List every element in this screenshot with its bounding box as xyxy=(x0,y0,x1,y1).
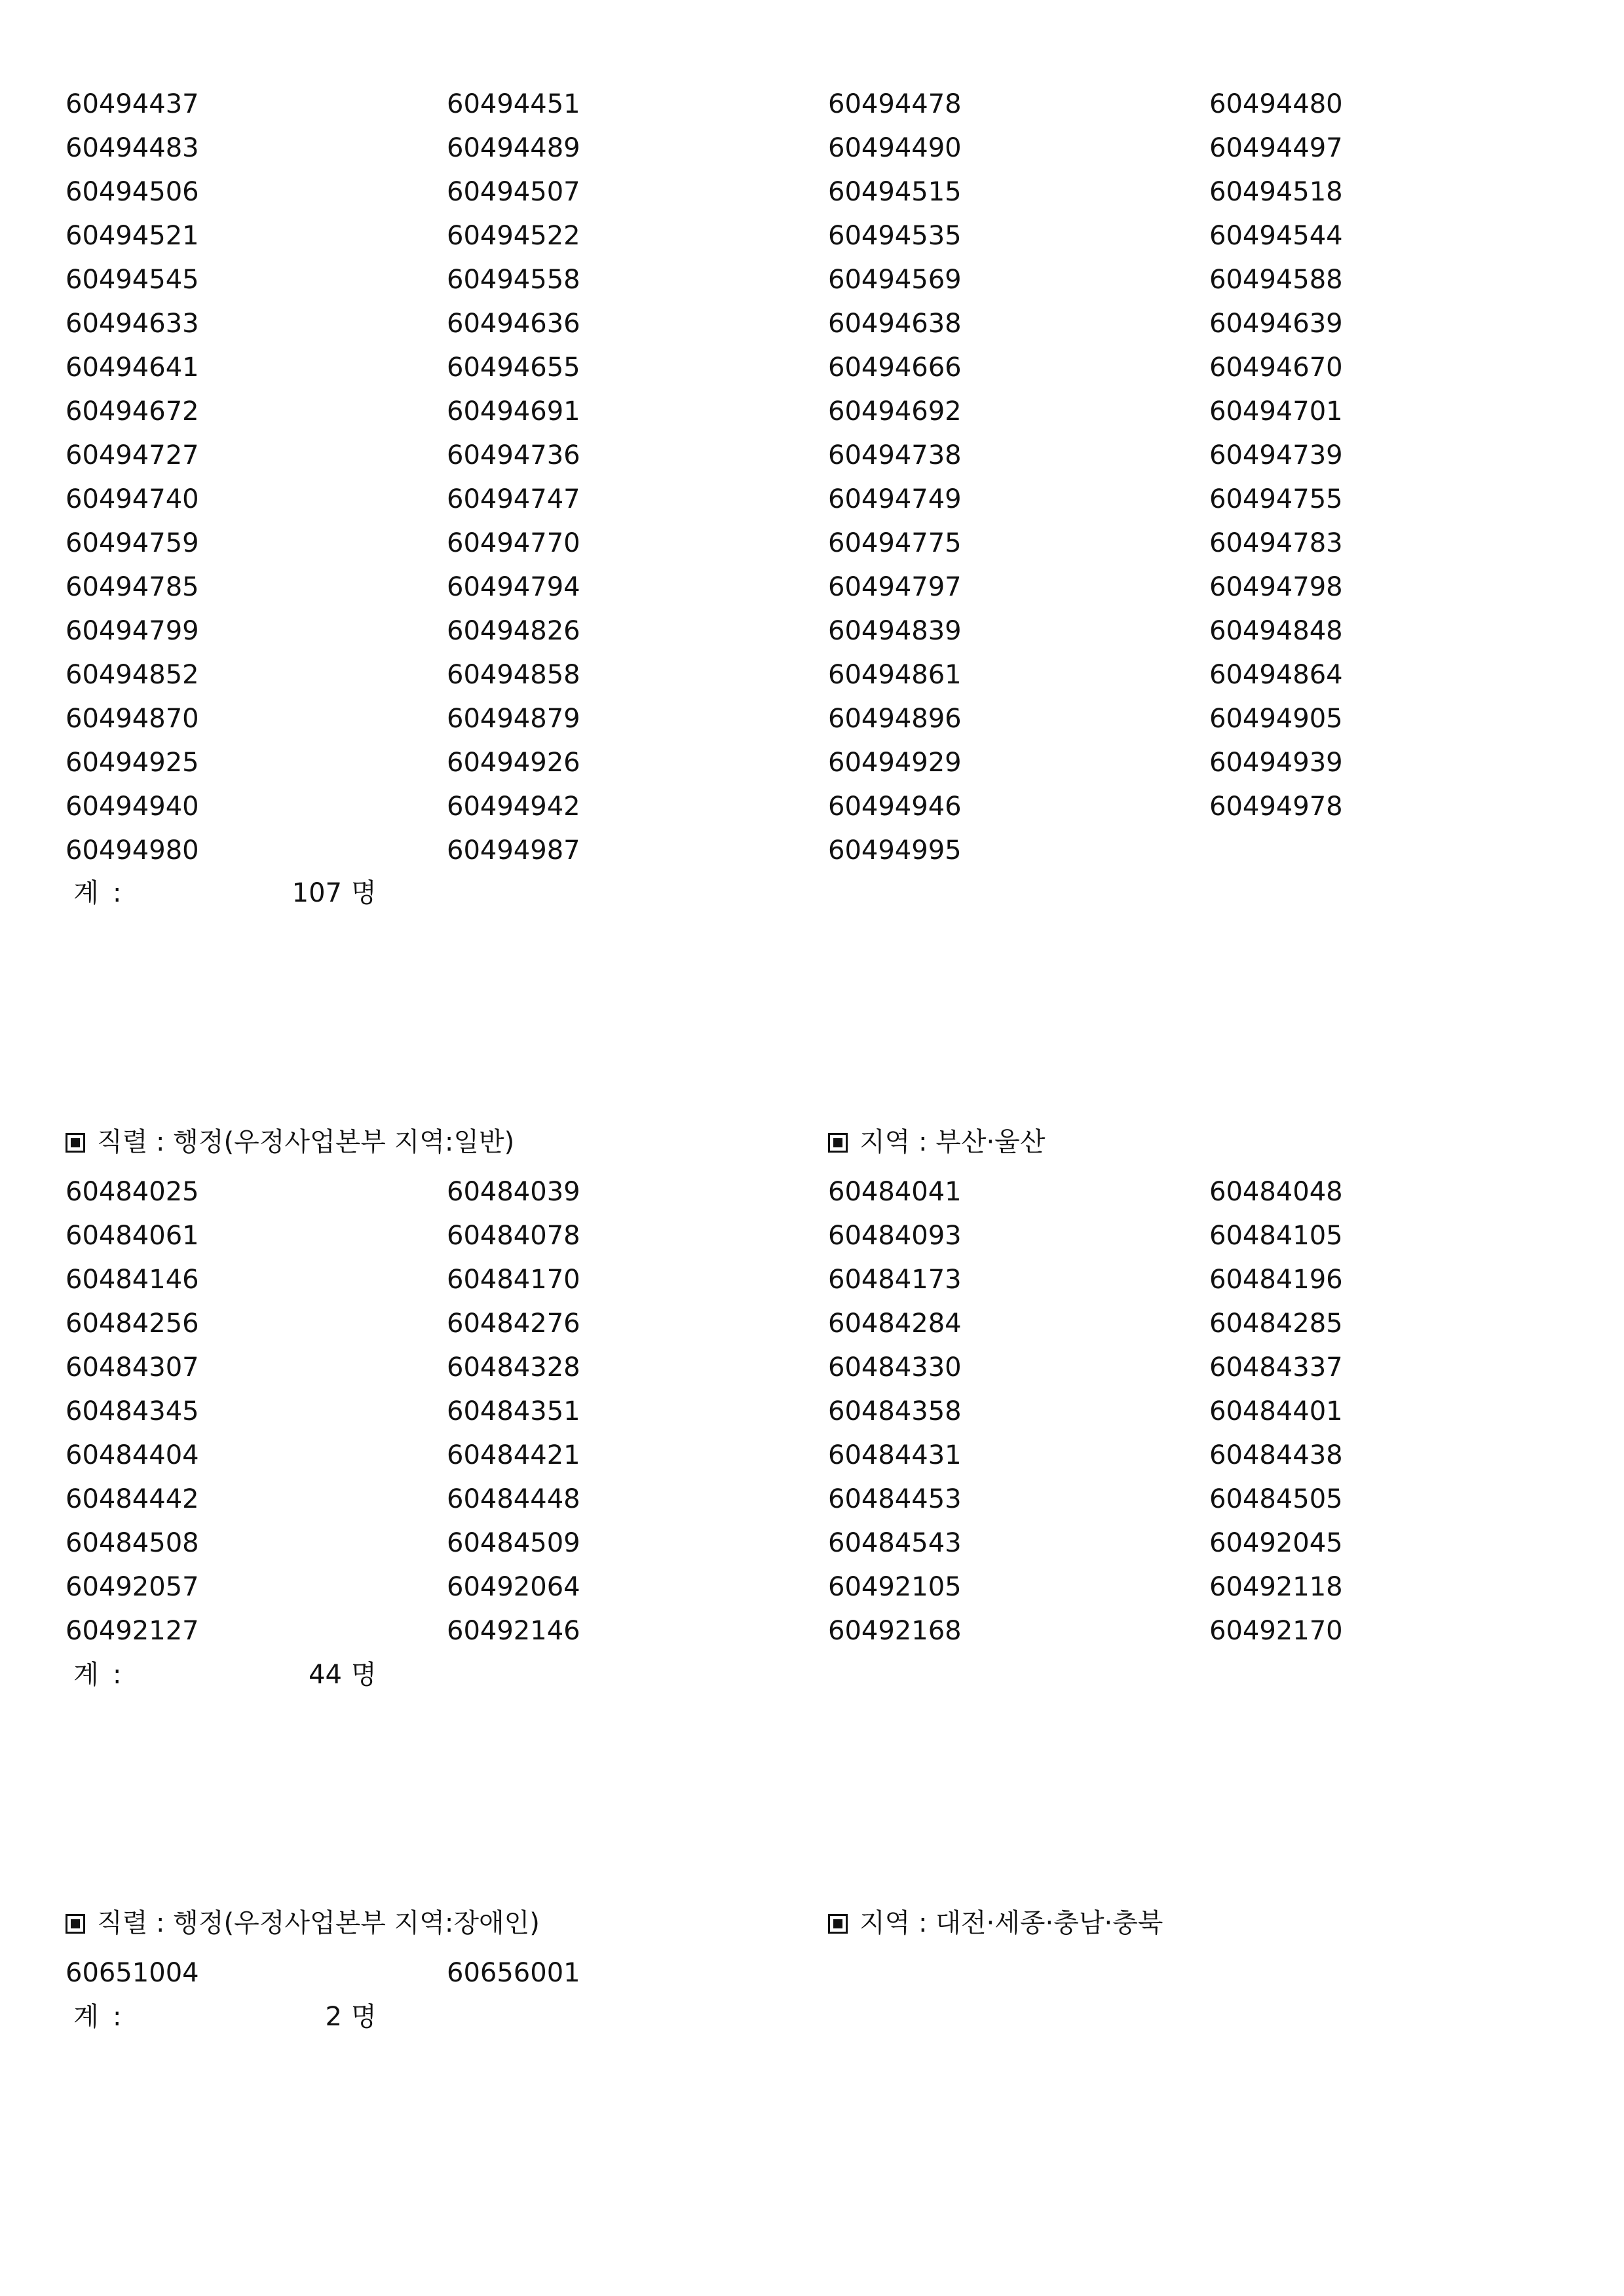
id-number-cell: 60494926 xyxy=(447,748,580,778)
id-number-cell: 60484337 xyxy=(1209,1352,1343,1383)
id-number-cell: 60484431 xyxy=(828,1440,962,1470)
id-number-cell: 60484173 xyxy=(828,1265,962,1295)
id-number-cell: 60494770 xyxy=(447,528,580,558)
id-number-cell: 60494861 xyxy=(828,660,962,690)
id-number-cell: 60494522 xyxy=(447,221,580,251)
id-number-cell: 60494544 xyxy=(1209,221,1343,251)
total-row-section2 xyxy=(73,1995,532,2039)
id-number-cell: 60494545 xyxy=(66,265,199,295)
section2-region-label: 지역 : 대전·세종·충남·충북 xyxy=(859,1908,1163,1938)
id-number-cell: 60494437 xyxy=(66,89,199,119)
id-number-cell: 60494925 xyxy=(66,748,199,778)
id-number-cell: 60494740 xyxy=(66,484,199,514)
id-number-cell: 60484421 xyxy=(447,1440,580,1470)
total-unit: 명 xyxy=(351,2002,377,2032)
id-number-cell: 60494521 xyxy=(66,221,199,251)
id-number-cell: 60494633 xyxy=(66,309,199,339)
id-number-cell: 60492118 xyxy=(1209,1572,1343,1602)
id-number-cell: 60494506 xyxy=(66,177,199,207)
id-number-cell: 60494759 xyxy=(66,528,199,558)
id-number-cell: 60494558 xyxy=(447,265,580,295)
id-number-cell: 60494736 xyxy=(447,440,580,470)
id-number-cell: 60494783 xyxy=(1209,528,1343,558)
id-number-cell: 60492146 xyxy=(447,1616,580,1646)
section1-category-label: 직렬 : 행정(우정사업본부 지역:일반) xyxy=(97,1127,515,1157)
id-number-cell xyxy=(1209,829,1572,873)
id-number-cell: 60484505 xyxy=(1209,1484,1343,1514)
id-number-cell: 60494636 xyxy=(447,309,580,339)
section1-region-label: 지역 : 부산·울산 xyxy=(859,1127,1046,1157)
id-number-cell: 60494848 xyxy=(1209,616,1343,646)
id-number-cell: 60492170 xyxy=(1209,1616,1343,1646)
id-number-cell: 60484448 xyxy=(447,1484,580,1514)
id-number-cell: 60494588 xyxy=(1209,265,1343,295)
id-number-cell: 60492045 xyxy=(1209,1528,1343,1558)
id-number-cell: 60494794 xyxy=(447,572,580,602)
id-number-cell: 60484196 xyxy=(1209,1265,1343,1295)
total-count: 44 xyxy=(309,1660,342,1690)
id-number-cell: 60494826 xyxy=(447,616,580,646)
total-unit: 명 xyxy=(351,1660,377,1690)
id-number-cell: 60494490 xyxy=(828,133,962,163)
id-number-cell: 60494995 xyxy=(828,835,962,866)
id-number-cell: 60494785 xyxy=(66,572,199,602)
id-number-cell: 60484146 xyxy=(66,1265,199,1295)
id-number-cell: 60494451 xyxy=(447,89,580,119)
filled-square-icon xyxy=(66,1914,85,1934)
id-number-cell: 60484345 xyxy=(66,1396,199,1426)
id-number-cell: 60494940 xyxy=(66,792,199,822)
id-number-cell: 60494775 xyxy=(828,528,962,558)
total-colon: : xyxy=(113,2002,122,2032)
id-number-cell: 60494858 xyxy=(447,660,580,690)
total-row-section1 xyxy=(73,1653,532,1697)
number-grid-section1 xyxy=(66,1170,1572,1653)
id-number-cell: 60494507 xyxy=(447,177,580,207)
id-number-cell: 60484438 xyxy=(1209,1440,1343,1470)
section2-header-right xyxy=(828,1902,1163,1945)
id-number-cell: 60484256 xyxy=(66,1309,199,1339)
total-colon: : xyxy=(113,878,122,908)
id-number-cell: 60484285 xyxy=(1209,1309,1343,1339)
id-number-cell: 60492168 xyxy=(828,1616,962,1646)
id-number-cell: 60494942 xyxy=(447,792,580,822)
total-label: 계 xyxy=(73,1660,99,1690)
number-grid-section2 xyxy=(66,1951,1572,1995)
id-number-cell: 60494727 xyxy=(66,440,199,470)
id-number-cell: 60494747 xyxy=(447,484,580,514)
id-number-cell: 60484061 xyxy=(66,1221,199,1251)
filled-square-icon xyxy=(828,1914,848,1934)
id-number-cell: 60494798 xyxy=(1209,572,1343,602)
id-number-cell: 60494672 xyxy=(66,396,199,427)
total-count: 2 xyxy=(325,2002,342,2032)
id-number-cell: 60484543 xyxy=(828,1528,962,1558)
id-number-cell: 60494515 xyxy=(828,177,962,207)
id-number-cell: 60494691 xyxy=(447,396,580,427)
total-label: 계 xyxy=(73,878,99,908)
total-unit: 명 xyxy=(351,878,377,908)
id-number-cell: 60494489 xyxy=(447,133,580,163)
id-number-cell: 60484307 xyxy=(66,1352,199,1383)
id-number-cell: 60494905 xyxy=(1209,704,1343,734)
id-number-cell: 60492127 xyxy=(66,1616,199,1646)
number-grid-section0 xyxy=(66,83,1572,873)
id-number-cell: 60494670 xyxy=(1209,353,1343,383)
id-number-cell: 60494641 xyxy=(66,353,199,383)
id-number-cell: 60484351 xyxy=(447,1396,580,1426)
id-number-cell: 60494879 xyxy=(447,704,580,734)
id-number-cell: 60494755 xyxy=(1209,484,1343,514)
id-number-cell: 60492105 xyxy=(828,1572,962,1602)
id-number-cell: 60494864 xyxy=(1209,660,1343,690)
id-number-cell: 60484048 xyxy=(1209,1177,1343,1207)
id-number-cell: 60494666 xyxy=(828,353,962,383)
id-number-cell: 60494701 xyxy=(1209,396,1343,427)
id-number-cell: 60494692 xyxy=(828,396,962,427)
id-number-cell: 60492057 xyxy=(66,1572,199,1602)
id-number-cell: 60484276 xyxy=(447,1309,580,1339)
id-number-cell: 60494839 xyxy=(828,616,962,646)
id-number-cell: 60484328 xyxy=(447,1352,580,1383)
section1-header-right xyxy=(828,1120,1045,1164)
total-colon: : xyxy=(113,1660,122,1690)
id-number-cell: 60494939 xyxy=(1209,748,1343,778)
id-number-cell: 60494799 xyxy=(66,616,199,646)
id-number-cell: 60484093 xyxy=(828,1221,962,1251)
total-count: 107 xyxy=(292,878,342,908)
id-number-cell xyxy=(828,1951,1209,1995)
id-number-cell: 60484330 xyxy=(828,1352,962,1383)
id-number-cell: 60494569 xyxy=(828,265,962,295)
id-number-cell: 60484508 xyxy=(66,1528,199,1558)
id-number-cell: 60494518 xyxy=(1209,177,1343,207)
section2-category-label: 직렬 : 행정(우정사업본부 지역:장애인) xyxy=(97,1908,540,1938)
id-number-cell: 60494480 xyxy=(1209,89,1343,119)
id-number-cell: 60656001 xyxy=(447,1958,580,1988)
id-number-cell: 60484170 xyxy=(447,1265,580,1295)
id-number-cell: 60492064 xyxy=(447,1572,580,1602)
id-number-cell: 60494896 xyxy=(828,704,962,734)
id-number-cell xyxy=(1209,1951,1572,1995)
id-number-cell: 60484453 xyxy=(828,1484,962,1514)
id-number-cell: 60494739 xyxy=(1209,440,1343,470)
id-number-cell: 60494797 xyxy=(828,572,962,602)
total-label: 계 xyxy=(73,2002,99,2032)
total-row-section0 xyxy=(73,871,532,915)
id-number-cell: 60651004 xyxy=(66,1958,199,1988)
id-number-cell: 60484025 xyxy=(66,1177,199,1207)
id-number-cell: 60494946 xyxy=(828,792,962,822)
id-number-cell: 60484039 xyxy=(447,1177,580,1207)
id-number-cell: 60494478 xyxy=(828,89,962,119)
id-number-cell: 60494987 xyxy=(447,835,580,866)
id-number-cell: 60484442 xyxy=(66,1484,199,1514)
id-number-cell: 60494535 xyxy=(828,221,962,251)
id-number-cell: 60494978 xyxy=(1209,792,1343,822)
id-number-cell: 60494655 xyxy=(447,353,580,383)
id-number-cell: 60494483 xyxy=(66,133,199,163)
section1-header-left xyxy=(66,1120,514,1164)
id-number-cell: 60494749 xyxy=(828,484,962,514)
id-number-cell: 60484358 xyxy=(828,1396,962,1426)
id-number-cell: 60494638 xyxy=(828,309,962,339)
id-number-cell: 60494852 xyxy=(66,660,199,690)
id-number-cell: 60484284 xyxy=(828,1309,962,1339)
id-number-cell: 60494738 xyxy=(828,440,962,470)
id-number-cell: 60494497 xyxy=(1209,133,1343,163)
id-number-cell: 60484404 xyxy=(66,1440,199,1470)
filled-square-icon xyxy=(66,1133,85,1153)
id-number-cell: 60494980 xyxy=(66,835,199,866)
id-number-cell: 60484078 xyxy=(447,1221,580,1251)
id-number-cell: 60494929 xyxy=(828,748,962,778)
id-number-cell: 60484401 xyxy=(1209,1396,1343,1426)
id-number-cell: 60494639 xyxy=(1209,309,1343,339)
id-number-cell: 60484105 xyxy=(1209,1221,1343,1251)
id-number-cell: 60494870 xyxy=(66,704,199,734)
filled-square-icon xyxy=(828,1133,848,1153)
id-number-cell: 60484041 xyxy=(828,1177,962,1207)
section2-header-left xyxy=(66,1902,540,1945)
id-number-cell: 60484509 xyxy=(447,1528,580,1558)
